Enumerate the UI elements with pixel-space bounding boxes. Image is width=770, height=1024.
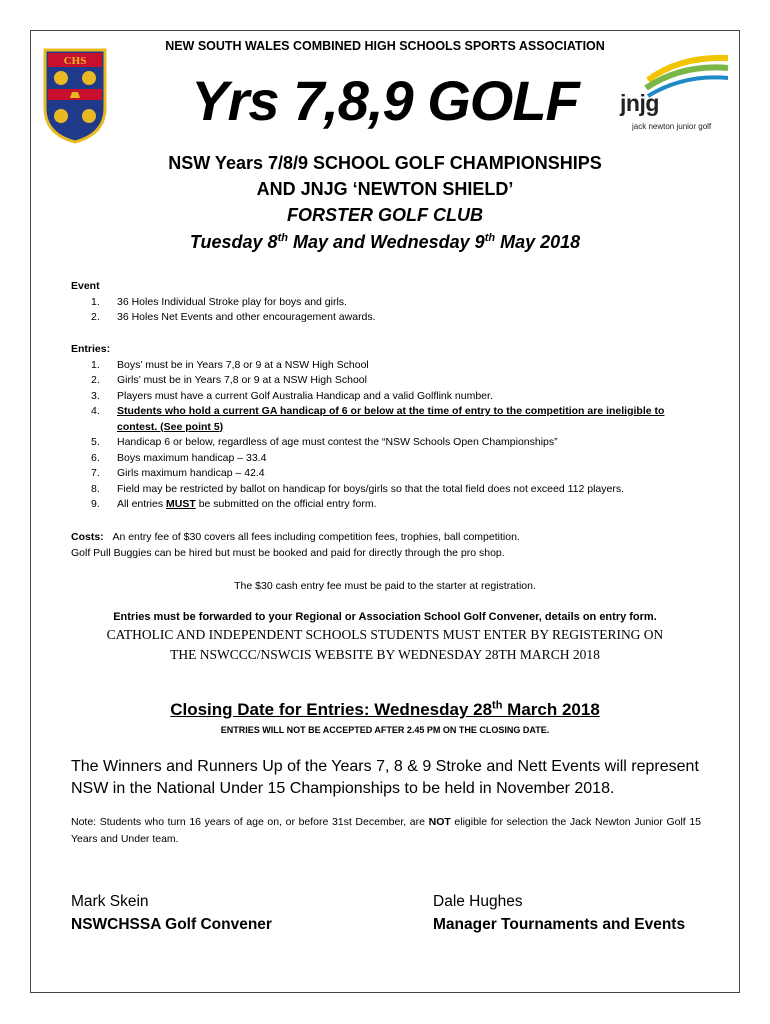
list-item: 1. 36 Holes Individual Stroke play for boys and girls. (91, 295, 347, 308)
page-title: Yrs 7,8,9 GOLF (191, 69, 579, 132)
signature-right (433, 890, 685, 936)
list-item: 3. Players must have a current Golf Australia Handicap and a valid Golflink number. (91, 389, 493, 402)
right-signatory-name: Dale Hughes (433, 893, 523, 910)
left-signatory-name: Mark Skein (71, 893, 149, 910)
list-item: 6. Boys maximum handicap – 33.4 (91, 451, 267, 464)
costs-text: An entry fee of $30 covers all fees including competition fees, trophies, ball competition. (112, 531, 520, 543)
list-item: 5. Handicap 6 or below, regardless of age must contest the “NSW Schools Open Championships” (91, 436, 558, 448)
event-heading: Event (71, 280, 100, 292)
list-item: 9. All entries MUST be submitted on the official entry form. (91, 498, 377, 510)
right-signatory-title: Manager Tournaments and Events (433, 916, 686, 933)
entries-heading: Entries: (71, 343, 111, 355)
event-dates: Tuesday 8th May and Wednesday 9th May 2018 (189, 232, 581, 252)
championship-title: NSW Years 7/8/9 SCHOOL GOLF CHAMPIONSHIPS (168, 153, 602, 173)
list-item: 2. Girls’ must be in Years 7,8 or 9 at a NSW High School (91, 374, 367, 386)
winners-paragraph: The Winners and Runners Up of the Years 7, 8 & 9 Stroke and Nett Events will represent NSW in the National Under 15 Championships to be held in November 2018. (71, 758, 699, 797)
event-section (71, 279, 701, 326)
signature-left (71, 890, 272, 936)
costs-section (71, 530, 701, 561)
list-item: 7. Girls maximum handicap – 42.4 (91, 467, 265, 479)
jnjg-logo-word: jnjg (620, 90, 659, 116)
left-signatory-title: NSWCHSSA Golf Convener (71, 916, 272, 933)
list-item: 1. Boys’ must be in Years 7,8 or 9 at a NSW High School (91, 358, 369, 371)
crest-letters: CHS (63, 55, 87, 67)
entries-section (71, 342, 701, 513)
costs-label: Costs: (71, 531, 104, 543)
list-item: 4. Students who hold a current GA handicap of 6 or below at the time of entry to the competition are ineligible to contest. (See point 5) (91, 405, 665, 433)
list-item: 2. 36 Holes Net Events and other encouragement awards. (91, 311, 376, 323)
association-name: NEW SOUTH WALES COMBINED HIGH SCHOOLS SPORTS ASSOCIATION (165, 39, 605, 53)
cash-fee-note: The $30 cash entry fee must be paid to the starter at registration. (234, 580, 536, 592)
catholic-schools-line2: THE NSWCCC/NSWCIS WEBSITE BY WEDNESDAY 28TH MARCH 2018 (170, 647, 600, 662)
forward-entries-note: Entries must be forwarded to your Regional or Association School Golf Convener, details on entry form. (113, 611, 657, 623)
age-note: Note: Students who turn 16 years of age on, or before 31st December, are NOT eligible for selection the Jack Newton Junior Golf 15 Years and Under team. (71, 816, 701, 845)
venue-title: FORSTER GOLF CLUB (287, 205, 483, 225)
catholic-schools-line1: CATHOLIC AND INDEPENDENT SCHOOLS STUDENTS MUST ENTER BY REGISTERING ON (106, 627, 664, 642)
newton-shield-title: AND JNJG ‘NEWTON SHIELD’ (256, 179, 514, 199)
list-item: 8. Field may be restricted by ballot on handicap for boys/girls so that the total field does not exceed 112 players. (91, 482, 625, 495)
closing-date: Closing Date for Entries: Wednesday 28th March 2018 (170, 699, 600, 719)
closing-note: ENTRIES WILL NOT BE ACCEPTED AFTER 2.45 PM ON THE CLOSING DATE. (220, 725, 550, 735)
buggies-text: Golf Pull Buggies can be hired but must be booked and paid for directly through the pro shop. (71, 546, 505, 559)
jnjg-logo-subtitle: jack newton junior golf (632, 122, 712, 131)
